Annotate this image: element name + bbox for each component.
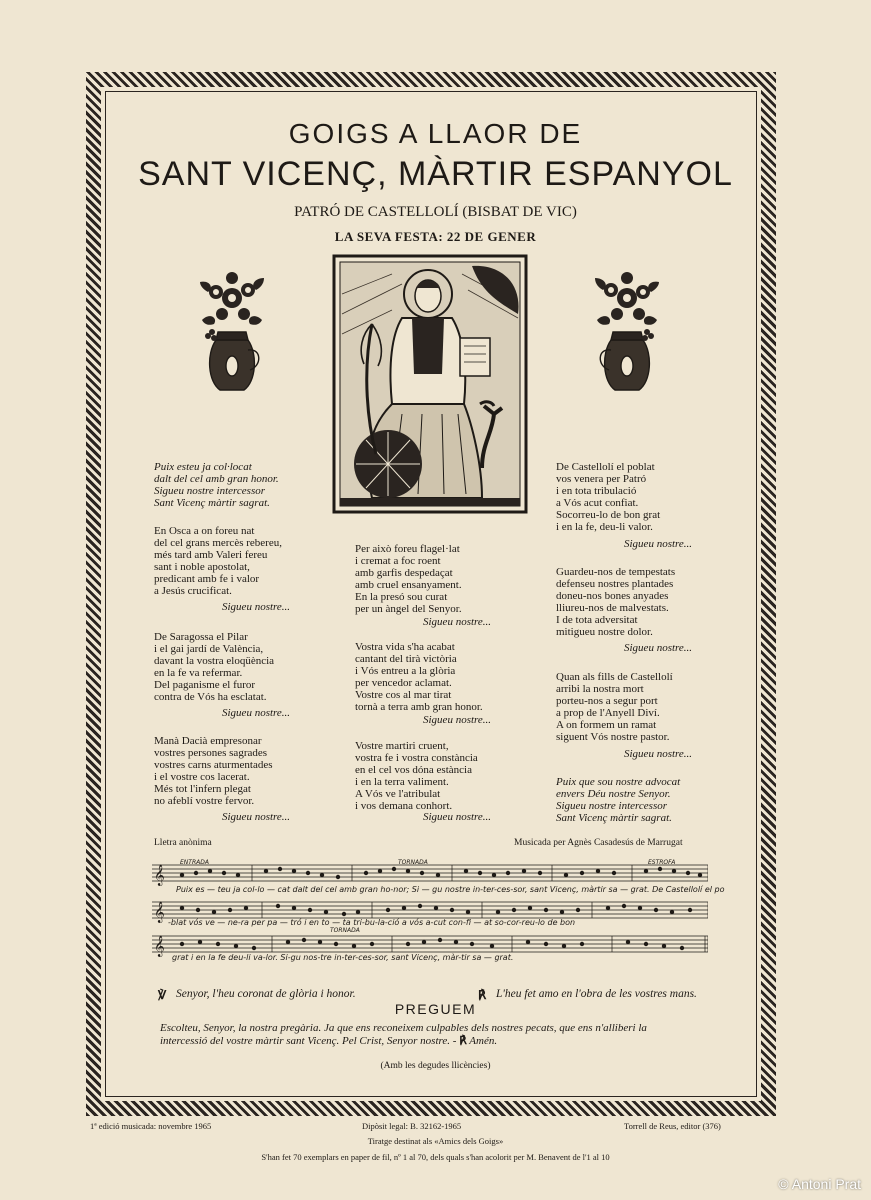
legal-deposit: Dipòsit legal: B. 32162-1965 [362, 1121, 462, 1131]
music-credit: Musicada per Agnès Casadesús de Marrugat [514, 838, 683, 848]
verse-line: Socorreu-lo de bon grat [556, 509, 661, 521]
versicle-text: Senyor, l'heu coronat de glòria i honor. [176, 988, 356, 1000]
copyright-watermark: © Antoni Prat [778, 1176, 861, 1192]
prayer-line-2 [160, 1034, 497, 1047]
verse-line: A on formem un ramat [556, 719, 657, 731]
verse-line: davant la vostra eloqüència [154, 655, 275, 667]
verse-line: Puix que sou nostre advocat [556, 776, 681, 788]
verse-line: i en la fe, deu-li valor. [556, 521, 653, 533]
verse-line: contra de Vós ha esclatat. [154, 691, 267, 703]
middle-stanza-2 [355, 641, 483, 713]
refrain-cue: Sigueu nostre... [423, 811, 492, 823]
verse-line: vos venera per Patró [556, 473, 647, 485]
verse-line: En Osca a on foreu nat [154, 525, 255, 537]
verse-line: vostra fe i vostra constància [355, 752, 478, 764]
verse-line: a prop de l'Anyell Diví. [556, 707, 660, 719]
verse-line: Vostra vida s'ha acabat [355, 641, 455, 653]
verse-line: Manà Dacià empresonar [154, 735, 262, 747]
score-lyrics-1: Puix es — teu ja col-lo — cat dalt del cel amb gran ho-nor; Si — gu nostre in-ter-ces-sor, sant Vicenç, màrtir sa — grat. De Castellolí el po [176, 885, 725, 894]
verse-line: a Jesús crucificat. [154, 585, 232, 597]
lyrics-credit: Lletra anònima [154, 838, 212, 848]
intro-stanza [154, 461, 279, 509]
feast-date: LA SEVA FESTA: 22 DE GENER [334, 229, 537, 244]
title-line-1: GOIGS A LLAOR DE [288, 118, 583, 149]
verse-line: amb cruel ensanyament. [355, 579, 462, 591]
prayer-line-2-text: intercessió del vostre màrtir sant Vicenç. Pel Crist, Senyor nostre. - [160, 1035, 457, 1047]
verse-line: més tard amb Valeri fereu [154, 549, 268, 561]
music-staff-3 [152, 928, 708, 968]
score-label-tornada-2: TORNADA [330, 927, 360, 934]
edition-info: 1ª edició musicada: novembre 1965 [90, 1121, 212, 1131]
verse-line: Puix esteu ja col·locat [154, 461, 252, 473]
prayer-title: PREGUEM [394, 1001, 477, 1017]
score-label-estrofa: ESTROFA [648, 859, 676, 866]
verse-line: Vostre cos al mar tirat [355, 689, 452, 701]
score-label-tornada: TORNADA [398, 859, 428, 866]
verse-line: defenseu nostres plantades [556, 578, 674, 590]
verse-line: i cremat a foc roent [355, 555, 441, 567]
refrain-cue: Sigueu nostre... [423, 616, 492, 628]
copies-info: S'han fet 70 exemplars en paper de fil, nº 1 al 70, dels quals s'han acolorit per M. Benavent de l'1 al 10 [261, 1152, 610, 1162]
verse-line: Per això foreu flagel·lat [355, 543, 460, 555]
refrain-cue: Sigueu nostre... [222, 811, 291, 823]
verse-line: i en la terra valiment. [355, 776, 449, 788]
verse-line: arribi la nostra mort [556, 683, 644, 695]
verse-line: amb garfis despedaçat [355, 567, 453, 579]
score-label-entrada: ENTRADA [180, 859, 209, 866]
refrain-cue: Sigueu nostre... [624, 538, 693, 550]
verse-line: sant i noble apostolat, [154, 561, 250, 573]
prayer-line-1: Escolteu, Senyor, la nostra pregària. Ja que ens reconeixem culpables dels nostres pecats, que ens n'alliberi la [160, 1022, 647, 1034]
verse-line: doneu-nos bones anyades [556, 590, 669, 602]
middle-stanza-1 [355, 543, 462, 615]
refrain-cue: Sigueu nostre... [624, 642, 693, 654]
print-run-info: Tiratge destinat als «Amics dels Goigs» [367, 1136, 504, 1146]
verse-line: Vostre martiri cruent, [355, 740, 449, 752]
score-lyrics-3: grat i en la fe deu-li va-lor. Si-gu nos-tre in-ter-ces-sor, sant Vicenç, màr-tir sa — grat. [172, 953, 514, 962]
left-stanza-2 [154, 631, 274, 703]
score-lyrics-2: -blat vós ve — ne-ra per pa — tró i en to — ta tri-bu-la-ció a vós a-cut con-fi — at so-cor-reu-lo de bon [168, 918, 576, 927]
verse-line: I de tota adversitat [556, 614, 638, 626]
svg-text:𝄞: 𝄞 [154, 936, 165, 957]
verse-line: En la presó sou curat [355, 591, 448, 603]
verse-line: Sigueu nostre intercessor [556, 800, 668, 812]
verse-line: porteu-nos a segur port [556, 695, 658, 707]
verse-line: a Vós acut confiat. [556, 497, 639, 509]
saint-woodcut-image [332, 254, 528, 514]
right-stanza-2 [556, 566, 675, 638]
verse-line: Del paganisme el furor [154, 679, 256, 691]
licences-note: (Amb les degudes llicències) [380, 1061, 491, 1071]
refrain-cue: Sigueu nostre... [222, 707, 291, 719]
verse-line: Guardeu-nos de tempestats [556, 566, 676, 578]
prayer-amen: Amén. [469, 1035, 498, 1047]
verse-line: Més tot l'infern plegat [154, 783, 251, 795]
verse-line: mitigueu nostre dolor. [556, 626, 653, 638]
verse-line: Sigueu nostre intercessor [154, 485, 266, 497]
verse-line: per un àngel del Senyor. [355, 603, 462, 615]
middle-stanza-3 [355, 740, 478, 812]
title-line-2: SANT VICENÇ, MÀRTIR ESPANYOL [138, 155, 733, 193]
verse-line: vostres carns aturmentades [154, 759, 273, 771]
verse-line: i Vós entreu a la glòria [355, 665, 456, 677]
verse-line: De Saragossa el Pilar [154, 631, 248, 643]
left-stanza-1 [154, 525, 282, 597]
flower-vase-left-icon [196, 262, 268, 394]
verse-line: vostres persones sagrades [154, 747, 268, 759]
refrain-cue: Sigueu nostre... [624, 748, 693, 760]
closing-stanza [556, 776, 680, 824]
verse-line: en el cel vos dóna estància [355, 764, 472, 776]
flower-vase-right-icon [591, 262, 663, 394]
refrain-cue: Sigueu nostre... [423, 714, 492, 726]
response-symbol: ℟ [478, 988, 487, 1002]
verse-line: lliureu-nos de malvestats. [556, 602, 669, 614]
right-stanza-1 [556, 461, 660, 533]
verse-line: De Castellolí el poblat [556, 461, 655, 473]
verse-line: Sant Vicenç màrtir sagrat. [154, 497, 270, 509]
left-stanza-3 [154, 735, 273, 807]
refrain-cue: Sigueu nostre... [222, 601, 291, 613]
svg-text:𝄞: 𝄞 [154, 865, 165, 886]
editor-info: Torrell de Reus, editor (376) [624, 1121, 721, 1131]
verse-line: A Vós ve l'atribulat [355, 788, 441, 800]
verse-line: envers Déu nostre Senyor. [556, 788, 671, 800]
verse-line: i vos demana conhort. [355, 800, 453, 812]
verse-line: per vencedor aclamat. [355, 677, 452, 689]
verse-line: Sant Vicenç màrtir sagrat. [556, 812, 672, 824]
verse-line: dalt del cel amb gran honor. [154, 473, 279, 485]
verse-line: i el vostre cos lacerat. [154, 771, 250, 783]
verse-line: en la fe va refermar. [154, 667, 243, 679]
verse-line: no afeblí vostre fervor. [154, 795, 255, 807]
verse-line: i el gai jardí de València, [154, 643, 264, 655]
verse-line: Quan als fills de Castellolí [556, 671, 673, 683]
verse-line: predicant amb fe i valor [154, 573, 260, 585]
verse-line: cantant del tirà victòria [355, 653, 457, 665]
right-stanza-3 [556, 671, 673, 743]
response-symbol: ℟ [459, 1035, 467, 1047]
verse-line: del cel grans mercès rebereu, [154, 537, 282, 549]
response-text: L'heu fet amo en l'obra de les vostres mans. [496, 988, 697, 1000]
verse-line: tornà a terra amb gran honor. [355, 701, 483, 713]
versicle-symbol: ℣ [158, 988, 167, 1002]
verse-line: siguent Vós nostre pastor. [556, 731, 670, 743]
svg-text:𝄞: 𝄞 [154, 902, 165, 923]
verse-line: i en tota tribulació [556, 485, 637, 497]
subtitle: PATRÓ DE CASTELLOLÍ (BISBAT DE VIC) [294, 204, 577, 220]
